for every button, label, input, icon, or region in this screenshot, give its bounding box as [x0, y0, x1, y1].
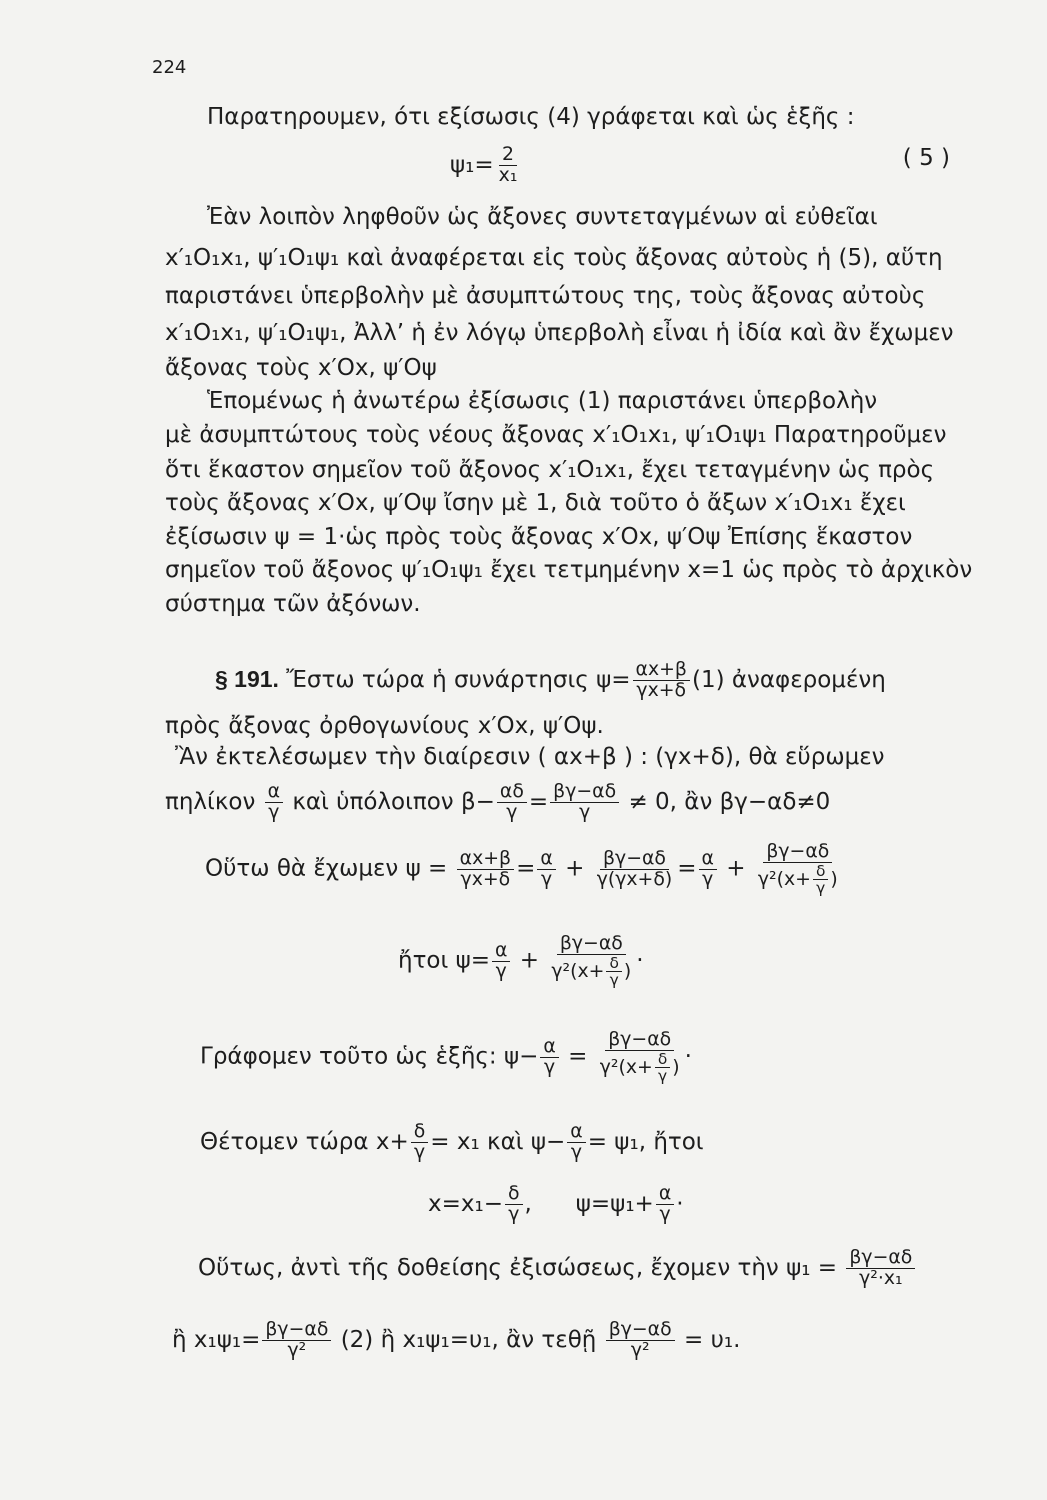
grafomen-frac-2-num: βγ−αδ — [605, 1030, 674, 1051]
equation-5 — [450, 145, 1010, 186]
etoi-den-pre: γ²(x+ — [551, 960, 605, 983]
subst-end: · — [676, 1190, 684, 1217]
para2-line-2: μὲ ἀσυμπτώτους τοὺς νέους ἄξονας x′₁O₁x₁, ψ′₁O₁ψ₁ Παρατηροῦμεν — [165, 422, 947, 448]
eq5-den: x₁ — [498, 163, 518, 186]
remainder-eq: = — [528, 788, 549, 815]
outo-frac-5-inner-num: δ — [813, 863, 828, 880]
last-frac-1 — [262, 1320, 331, 1361]
remainder-2-num: βγ−αδ — [550, 782, 619, 803]
subst-frac-1-den: γ — [508, 1202, 520, 1225]
last-frac-2-den: γ² — [630, 1338, 650, 1361]
outo-frac-5-den-post: ) — [830, 868, 838, 891]
grafomen-frac-1-num: α — [540, 1037, 558, 1058]
grafomen-line — [200, 1030, 692, 1084]
subst-frac-2-den: γ — [659, 1202, 671, 1225]
etoi-line — [398, 934, 644, 988]
outo-frac-5-den — [755, 863, 841, 896]
outo-frac-3-den: γ(γx+δ) — [596, 867, 673, 890]
outo-plus-1: + — [565, 855, 585, 882]
outos-frac-num: βγ−αδ — [846, 1248, 915, 1269]
thetomen-line — [200, 1122, 704, 1163]
para2-line-7: σύστημα τῶν ἀξόνων. — [165, 591, 421, 617]
remainder-fraction-1 — [497, 782, 527, 823]
outo-frac-1-den: γx+δ — [460, 867, 511, 890]
etoi-frac-2 — [548, 934, 634, 988]
outos-frac-den: γ²·x₁ — [859, 1266, 903, 1289]
last-frac-1-den: γ² — [287, 1338, 307, 1361]
subst-text-1: x=x₁− — [428, 1190, 503, 1217]
para1-line-5: ἄξονας τοὺς x′Ox, ψ′Oψ — [165, 355, 437, 381]
etoi-inner-num: δ — [606, 955, 621, 972]
outo-frac-5-num: βγ−αδ — [763, 842, 832, 863]
para2-line-3: ὅτι ἕκαστον σημεῖον τοῦ ἄξονος x′₁O₁x₁, ἔχει τεταγμένην ὡς πρὸς — [165, 457, 935, 483]
grafomen-den-pre: γ²(x+ — [599, 1056, 653, 1079]
etoi-frac-2-num: βγ−αδ — [557, 934, 626, 955]
outo-frac-3 — [594, 846, 676, 890]
subst-text-2: , ψ=ψ₁+ — [524, 1190, 654, 1217]
para2-line-4: τοὺς ἄξονας x′Ox, ψ′Oψ ἴσην μὲ 1, διὰ τοῦτο ὁ ἄξων x′₁O₁x₁ ἔχει — [165, 490, 906, 516]
grafomen-inner-frac — [655, 1051, 670, 1084]
subst-frac-1 — [505, 1184, 523, 1225]
outo-line — [205, 842, 843, 896]
last-frac-2-num: βγ−αδ — [606, 1320, 675, 1341]
outo-text: Οὕτω θὰ ἔχωμεν ψ = — [205, 855, 448, 882]
eq5-num: 2 — [499, 145, 517, 166]
grafomen-end: · — [684, 1043, 692, 1070]
sec191-post: (1) ἀναφερομένη — [691, 666, 886, 693]
thetomen-frac-1 — [411, 1122, 429, 1163]
thetomen-frac-1-num: δ — [411, 1122, 429, 1143]
subst-frac-2-num: α — [656, 1184, 674, 1205]
etoi-end: · — [636, 947, 644, 974]
eq5-label: ( 5 ) — [902, 145, 950, 171]
outo-frac-1 — [457, 846, 514, 890]
outo-frac-5-den-pre: γ²(x+ — [757, 868, 811, 891]
grafomen-inner-den: γ — [657, 1067, 668, 1086]
sec191-fraction — [633, 660, 690, 701]
grafomen-frac-2-den — [597, 1051, 683, 1084]
thetomen-text: Θέτομεν τώρα x+ — [200, 1128, 409, 1155]
grafomen-frac-1 — [540, 1034, 558, 1078]
para2-line-6: σημεῖον τοῦ ἄξονος ψ′₁O₁ψ₁ ἔχει τετμημένην x=1 ὡς πρὸς τὸ ἀρχικὸν — [165, 557, 973, 583]
sec191-pre: Ἔστω τώρα ἡ συνάρτησις ψ= — [286, 666, 631, 693]
thetomen-mid: = x₁ καὶ ψ− — [430, 1128, 566, 1155]
section-191 — [215, 660, 886, 701]
last-line — [172, 1320, 740, 1361]
etoi-frac-1-num: α — [492, 941, 510, 962]
last-text-1: ἢ x₁ψ₁= — [172, 1326, 261, 1353]
page-number: 224 — [152, 57, 187, 78]
grafomen-text: Γράφομεν τοῦτο ὡς ἑξῆς: ψ− — [200, 1043, 539, 1070]
outo-frac-5-inner — [813, 863, 828, 896]
etoi-den-post: ) — [623, 960, 632, 983]
grafomen-frac-1-den: γ — [544, 1055, 556, 1078]
outo-frac-2 — [537, 846, 555, 890]
subst-frac-2 — [656, 1184, 674, 1225]
outo-eq-1: = — [516, 855, 536, 882]
last-frac-1-num: βγ−αδ — [262, 1320, 331, 1341]
division-line: Ἂν ἐκτελέσωμεν τὴν διαίρεσιν ( αx+β ) : (γx+δ), θὰ εὕρωμεν — [175, 744, 885, 770]
outo-frac-1-num: αx+β — [457, 849, 514, 870]
quotient-fraction — [265, 782, 283, 823]
outo-frac-4-den: γ — [702, 867, 714, 890]
quotient-den: γ — [268, 800, 280, 823]
etoi-inner-den: γ — [609, 971, 619, 990]
outo-frac-5-inner-den: γ — [816, 879, 826, 898]
intro-line: Παρατηρουμεν, ότι εξίσωσις (4) γράφεται καὶ ὡς ἑξῆς : — [207, 104, 855, 130]
eq5-fraction — [496, 145, 521, 186]
remainder-text: καὶ ὑπόλοιπον β− — [292, 788, 495, 815]
outo-frac-5 — [755, 842, 841, 896]
etoi-frac-1 — [492, 938, 510, 982]
para1-line-3: παριστάνει ὑπερβολὴν μὲ ἀσυμπτώτους της, τοὺς ἄξονας αὐτοὺς — [165, 283, 926, 309]
grafomen-den-post: ) — [672, 1056, 680, 1079]
subst-frac-1-num: δ — [505, 1184, 523, 1205]
outo-plus-2: + — [726, 855, 746, 882]
subst-line — [428, 1184, 684, 1225]
last-text-3: = υ₁. — [683, 1326, 741, 1353]
outos-text: Οὕτως, ἀντὶ τῆς δοθείσης ἐξισώσεως, ἔχομεν τὴν ψ₁ = — [198, 1254, 838, 1281]
outos-line — [198, 1248, 917, 1289]
outo-frac-4 — [699, 846, 717, 890]
last-text-2: (2) ἢ x₁ψ₁=υ₁, ἂν τεθῇ — [340, 1326, 597, 1353]
grafomen-inner-num: δ — [655, 1051, 670, 1068]
etoi-text: ἤτοι ψ= — [398, 947, 491, 974]
para1-line-1: Ἐὰν λοιπὸν ληφθοῦν ὡς ἄξονες συντεταγμένων αἱ εὐθεῖαι — [207, 204, 878, 230]
outo-frac-2-num: α — [537, 849, 555, 870]
sec191-line-2: πρὸς ἄξονας ὀρθογωνίους x′Ox, ψ′Oψ. — [165, 713, 604, 739]
para2-line-1: Ἑπομένως ἡ ἀνωτέρω ἐξίσωσις (1) παριστάνει ὑπερβολὴν — [207, 388, 878, 414]
remainder-condition: ≠ 0, ἂν βγ−αδ≠0 — [628, 788, 831, 815]
sec191-num: αx+β — [633, 660, 690, 681]
remainder-fraction-2 — [550, 782, 619, 823]
outos-frac — [846, 1248, 915, 1289]
thetomen-frac-1-den: γ — [413, 1140, 426, 1163]
thetomen-end: = ψ₁, ἤτοι — [587, 1128, 704, 1155]
remainder-1-den: γ — [506, 800, 518, 823]
para1-line-2: x′₁O₁x₁, ψ′₁O₁ψ₁ καὶ ἀναφέρεται εἰς τοὺς ἄξονας αὐτοὺς ἡ (5), αὕτη — [165, 245, 943, 271]
eq5-lhs: ψ₁= — [450, 151, 494, 178]
thetomen-frac-2-den: γ — [570, 1140, 583, 1163]
remainder-1-num: αδ — [497, 782, 527, 803]
etoi-frac-1-den: γ — [495, 959, 507, 982]
etoi-plus: + — [519, 947, 540, 974]
outo-frac-4-num: α — [699, 849, 717, 870]
etoi-frac-2-den — [548, 955, 634, 988]
etoi-inner-frac — [606, 955, 621, 988]
grafomen-frac-2 — [597, 1030, 683, 1084]
thetomen-frac-2-num: α — [567, 1122, 585, 1143]
para1-line-4: x′₁O₁x₁, ψ′₁O₁ψ₁, Ἀλλ’ ἡ ἐν λόγῳ ὑπερβολὴ εἶναι ἡ ἰδία καὶ ἂν ἔχωμεν — [165, 320, 954, 346]
outo-frac-2-den: γ — [541, 867, 553, 890]
para2-line-5: ἐξίσωσιν ψ = 1·ὡς πρὸς τοὺς ἄξονας x′Ox, ψ′Oψ Ἐπίσης ἕκαστον — [165, 524, 913, 550]
outo-eq-2: = — [677, 855, 697, 882]
quotient-line — [165, 782, 830, 823]
sec191-den: γx+δ — [636, 678, 687, 701]
last-frac-2 — [606, 1320, 675, 1361]
remainder-2-den: γ — [579, 800, 591, 823]
section-number: § 191. — [215, 665, 279, 692]
outo-frac-3-num: βγ−αδ — [600, 849, 669, 870]
quotient-text: πηλίκον — [165, 788, 256, 815]
grafomen-eq: = — [568, 1043, 588, 1070]
thetomen-frac-2 — [567, 1122, 585, 1163]
quotient-num: α — [265, 782, 283, 803]
